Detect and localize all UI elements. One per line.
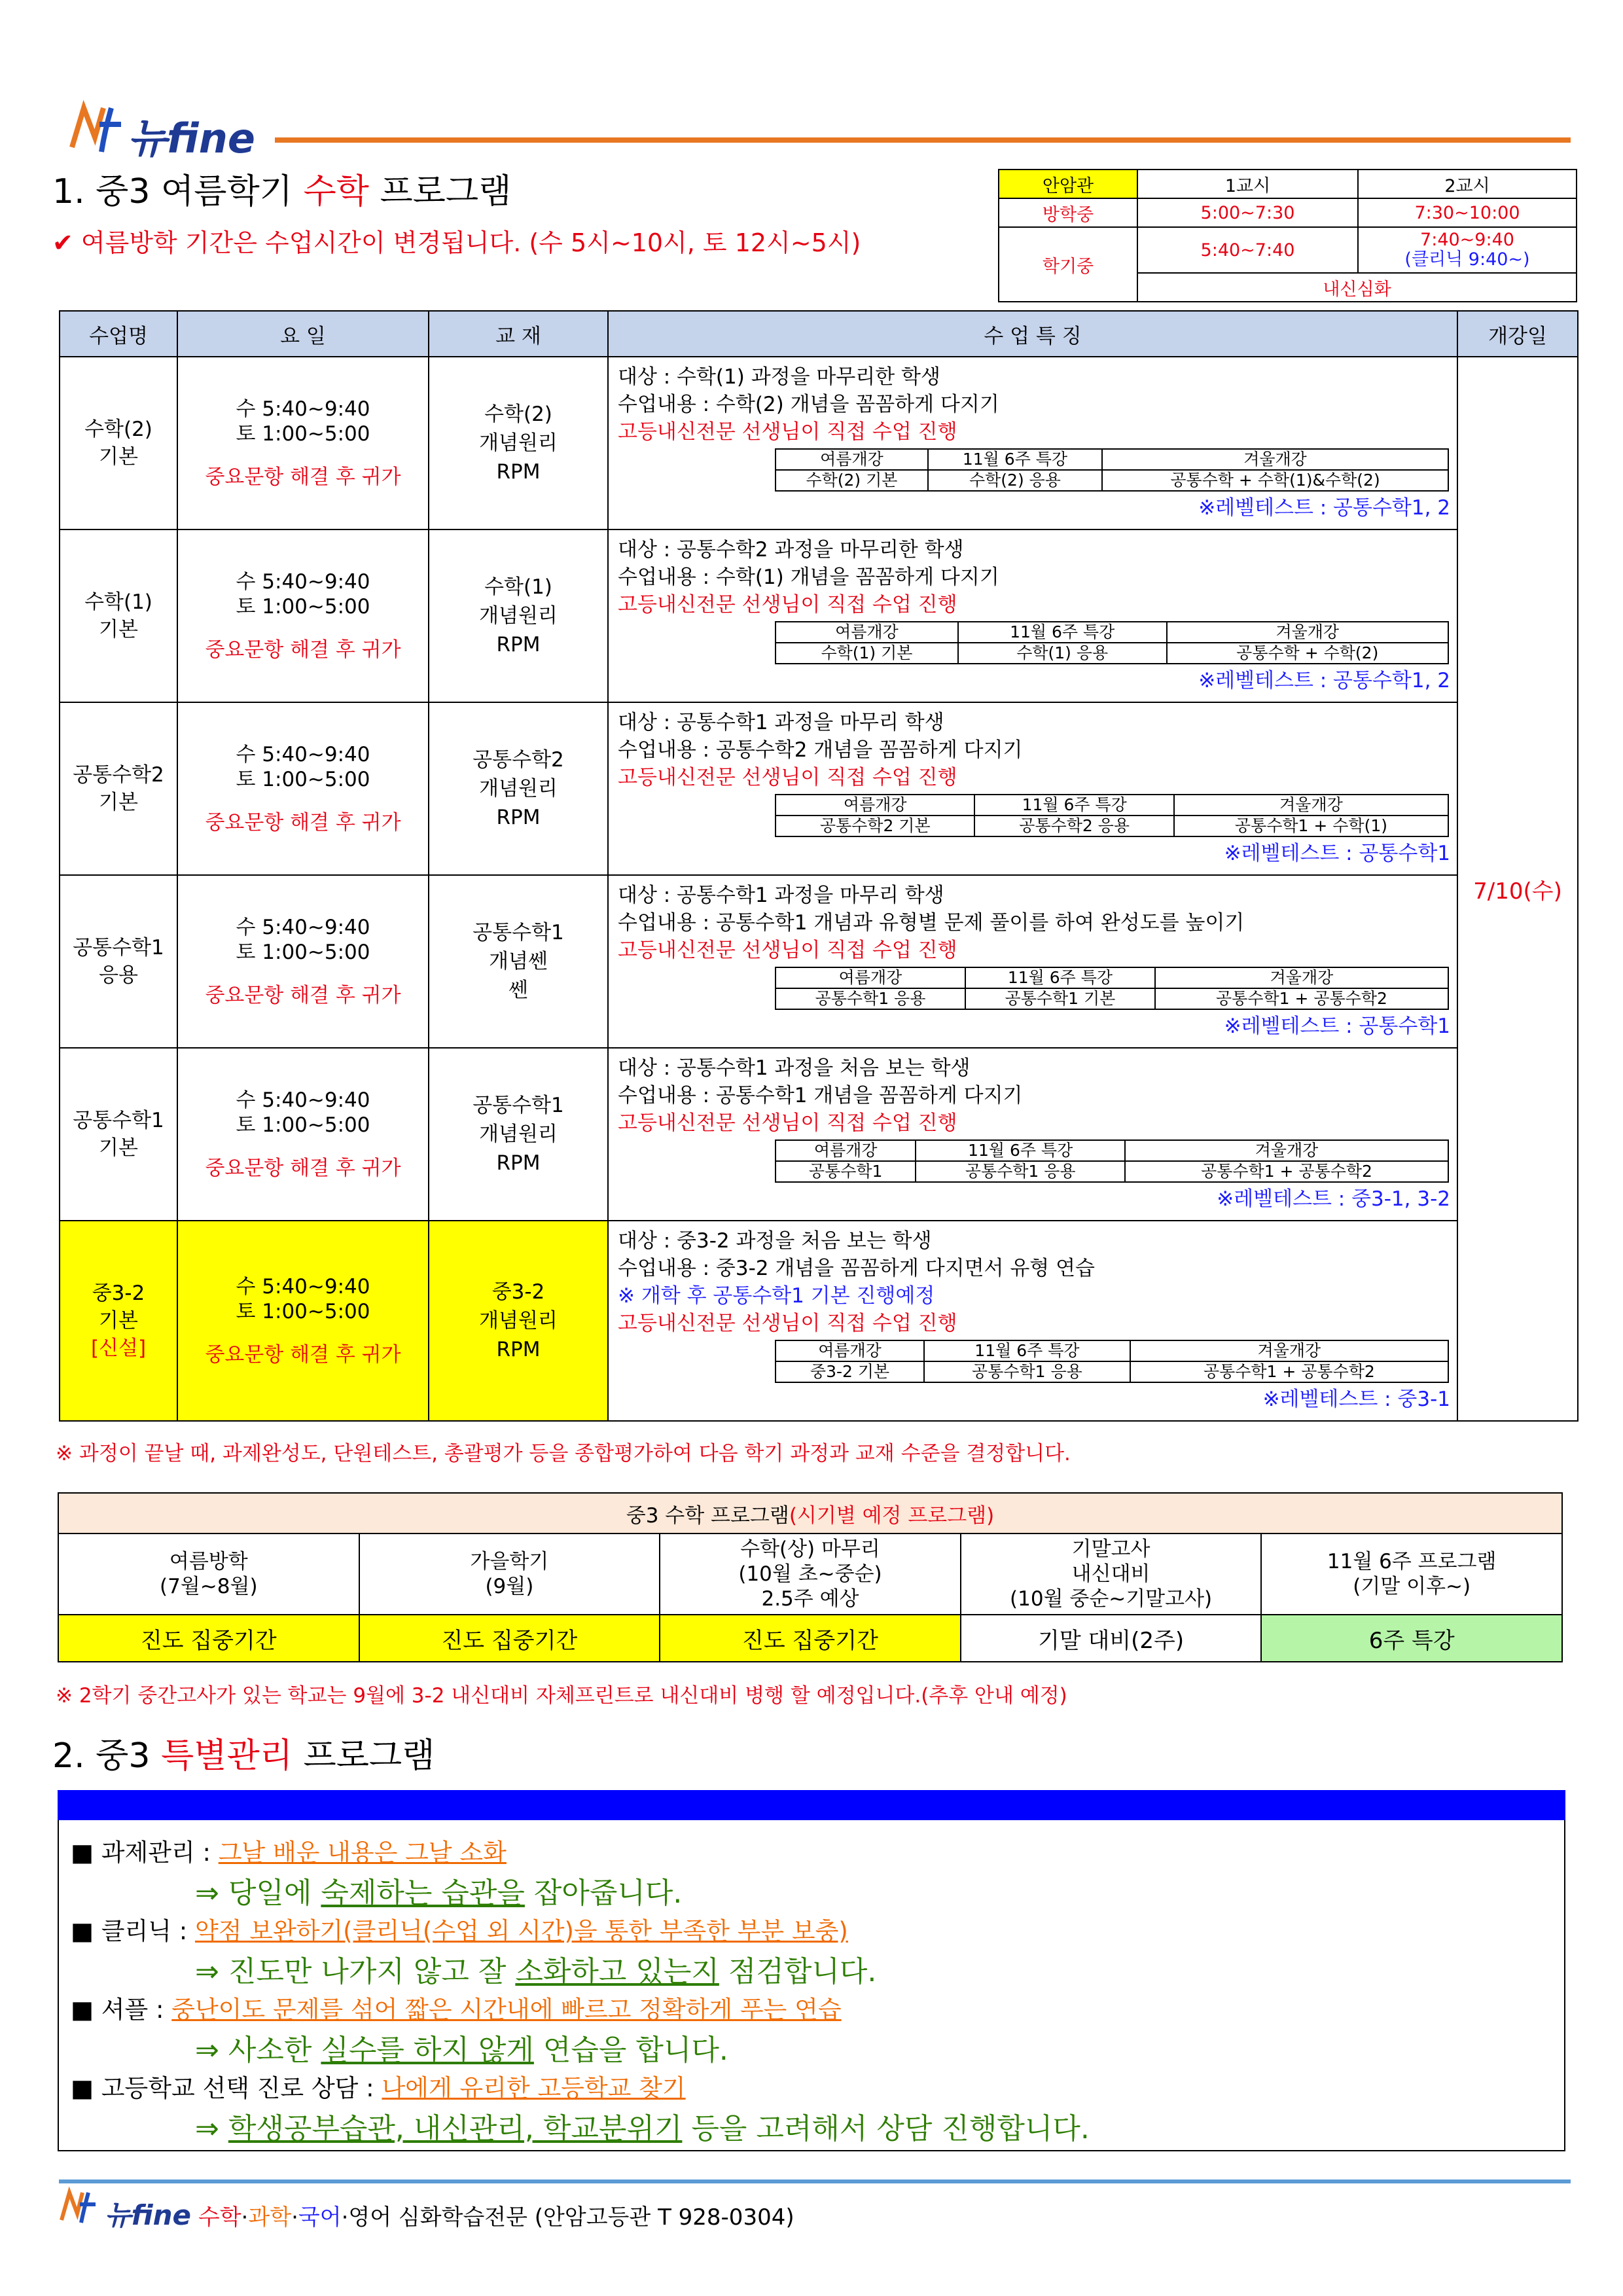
course-plan-table: 여름개강 11월 6주 특강 겨울개강 공통수학1 응용 공통수학1 기본 공통수학1 + 공통수학2 (775, 967, 1449, 1010)
course-features: 대상 : 공통수학1 과정을 마무리 학생 수업내용 : 공통수학1 개념과 유형별 문제 풀이를 하여 완성도를 높이기 고등내신전문 선생님이 직접 수업 진행 여름개강 11월 6주 특강 겨울개강 공통수학1 응용 공통수학1 기본 공통수학1 + 공통수학2 ※레벨테스트 : 공통수학1 (608, 875, 1457, 1048)
course-book: 공통수학2 개념원리 RPM (429, 702, 608, 875)
course-name: 수학(2) 기본 (60, 357, 177, 529)
course-days: 수 5:40~9:40 토 1:00~5:00 중요문항 해결 후 귀가 (177, 875, 429, 1048)
footer-text: 뉴fine 수학·과학·국어·영어 심화학습전문 (안암고등관 T 928-0304) (105, 2199, 794, 2231)
program-row (60, 357, 1578, 529)
logo-text: 뉴fine (128, 115, 255, 162)
course-book: 공통수학1 개념쎈 쎈 (429, 875, 608, 1048)
level-test: ※레벨테스트 : 공통수학1, 2 (1198, 669, 1450, 692)
level-test: ※레벨테스트 : 공통수학1 (1224, 842, 1450, 865)
program-row (60, 1048, 1578, 1221)
course-book: 수학(1) 개념원리 RPM (429, 529, 608, 702)
course-days: 수 5:40~9:40 토 1:00~5:00 중요문항 해결 후 귀가 (177, 1048, 429, 1221)
section2-title: 2. 중3 특별관리 프로그램 (52, 1736, 435, 1776)
brand-logo (65, 98, 275, 162)
course-name: 수학(1) 기본 (60, 529, 177, 702)
course-book: 공통수학1 개념원리 RPM (429, 1048, 608, 1221)
special-item: ■ 셔플 : 중난이도 문제를 섞어 짧은 시간내에 빠르고 정확하게 푸는 연습 ⇒ 사소한 실수를 하지 않게 연습을 합니다. (71, 1996, 842, 2067)
footer-logo-mark (58, 2186, 105, 2225)
course-name: 공통수학1 응용 (60, 875, 177, 1048)
course-book: 수학(2) 개념원리 RPM (429, 357, 608, 529)
schedule-table: 안암관 1교시 2교시 방학중 5:00~7:30 7:30~10:00 학기중 5:40~7:40 7:40~9:40 (클리닉 9:40~) 내신심화 (998, 169, 1577, 302)
vacation-notice: ✔ 여름방학 기간은 수업시간이 변경됩니다. (수 5시~10시, 토 12시~5시) (52, 228, 861, 257)
special-item: ■ 과제관리 : 그날 배운 내용은 그날 소화 ⇒ 당일에 숙제하는 습관을 잡아줍니다. (71, 1839, 683, 1910)
course-name: 공통수학1 기본 (60, 1048, 177, 1221)
course-features: 대상 : 중3-2 과정을 처음 보는 학생 수업내용 : 중3-2 개념을 꼼꼼하게 다지면서 유형 연습 ※ 개학 후 공통수학1 기본 진행예정 고등내신전문 선생님이 직접 수업 진행 여름개강 11월 6주 특강 겨울개강 중3-2 기본 공통수학1 응용 공통수학1 + 공통수학2 ※레벨테스트 : 중3-1 (608, 1221, 1457, 1421)
level-test: ※레벨테스트 : 중3-1 (1262, 1388, 1450, 1411)
header-rule (275, 137, 1571, 143)
course-features: 대상 : 수학(1) 과정을 마무리한 학생 수업내용 : 수학(2) 개념을 꼼꼼하게 다지기 고등내신전문 선생님이 직접 수업 진행 여름개강 11월 6주 특강 겨울개강 수학(2) 기본 수학(2) 응용 공통수학 + 수학(1)&수학(2) ※레벨테스트 : 공통수학1, 2 (608, 357, 1457, 529)
level-test: ※레벨테스트 : 공통수학1, 2 (1198, 496, 1450, 520)
course-plan-table: 여름개강 11월 6주 특강 겨울개강 중3-2 기본 공통수학1 응용 공통수학1 + 공통수학2 (775, 1340, 1449, 1383)
course-plan-table: 여름개강 11월 6주 특강 겨울개강 공통수학1 공통수학1 응용 공통수학1 + 공통수학2 (775, 1139, 1449, 1183)
program-row (60, 1221, 1578, 1421)
course-days: 수 5:40~9:40 토 1:00~5:00 중요문항 해결 후 귀가 (177, 357, 429, 529)
section1-title: 1. 중3 여름학기 수학 프로그램 (52, 172, 512, 211)
course-name: 공통수학2 기본 (60, 702, 177, 875)
course-days: 수 5:40~9:40 토 1:00~5:00 중요문항 해결 후 귀가 (177, 529, 429, 702)
midterm-footnote: ※ 2학기 중간고사가 있는 학교는 9월에 3-2 내신대비 자체프린트로 내신대비 병행 할 예정입니다.(추후 안내 예정) (56, 1684, 1067, 1708)
course-name: 중3-2 기본 [신설] (60, 1221, 177, 1421)
period-table: 중3 수학 프로그램(시기별 예정 프로그램) 여름방학 (7월~8월) 가을학기 (9월) 수학(상) 마무리 (10월 초~중순) 2.5주 예상 기말고사 내신대비 (10월 중순~기말고사) 11월 6주 프로그램 (기말 이후~) 진도 집중기간 진도 집중기간 진도 집중기간 기말 대비(2주) 6주 특강 (58, 1492, 1563, 1662)
special-item: ■ 고등학교 선택 진로 상담 : 나에게 유리한 고등학교 찾기 ⇒ 학생공부습관, 내신관리, 학교분위기 등을 고려해서 상담 진행합니다. (71, 2074, 1090, 2145)
course-features: 대상 : 공통수학1 과정을 처음 보는 학생 수업내용 : 공통수학1 개념을 꼼꼼하게 다지기 고등내신전문 선생님이 직접 수업 진행 여름개강 11월 6주 특강 겨울개강 공통수학1 공통수학1 응용 공통수학1 + 공통수학2 ※레벨테스트 : 중3-1, 3-2 (608, 1048, 1457, 1221)
evaluation-footnote: ※ 과정이 끝날 때, 과제완성도, 단원테스트, 총괄평가 등을 종합평가하여 다음 학기 과정과 교재 수준을 결정합니다. (56, 1442, 1071, 1465)
course-days: 수 5:40~9:40 토 1:00~5:00 중요문항 해결 후 귀가 (177, 1221, 429, 1421)
course-days: 수 5:40~9:40 토 1:00~5:00 중요문항 해결 후 귀가 (177, 702, 429, 875)
branch-cell: 안암관 (999, 170, 1137, 198)
course-features: 대상 : 공통수학2 과정을 마무리한 학생 수업내용 : 수학(1) 개념을 꼼꼼하게 다지기 고등내신전문 선생님이 직접 수업 진행 여름개강 11월 6주 특강 겨울개강 수학(1) 기본 수학(1) 응용 공통수학 + 수학(2) ※레벨테스트 : 공통수학1, 2 (608, 529, 1457, 702)
program-row (60, 529, 1578, 702)
course-features: 대상 : 공통수학1 과정을 마무리 학생 수업내용 : 공통수학2 개념을 꼼꼼하게 다지기 고등내신전문 선생님이 직접 수업 진행 여름개강 11월 6주 특강 겨울개강 공통수학2 기본 공통수학2 응용 공통수학1 + 수학(1) ※레벨테스트 : 공통수학1 (608, 702, 1457, 875)
level-test: ※레벨테스트 : 공통수학1 (1224, 1014, 1450, 1038)
period-title: 중3 수학 프로그램(시기별 예정 프로그램) (58, 1493, 1562, 1534)
course-book: 중3-2 개념원리 RPM (429, 1221, 608, 1421)
course-plan-table: 여름개강 11월 6주 특강 겨울개강 수학(2) 기본 수학(2) 응용 공통수학 + 수학(1)&수학(2) (775, 448, 1449, 492)
program-table: 수업명 요 일 교 재 수 업 특 징 개강일 수학(2) 기본 수 5:40~9:40 토 1:00~5:00 중요문항 해결 후 귀가 수학(2) 개념원리 RPM 대상 : 수학(1) 과정을 마무리한 학생 수업내용 : 수학(2) 개념을 꼼꼼하게 다지기 고등내신전문 선생님이 직접 수업 진행 여름개강 11월 6주 특강 겨울개강 수학(2) 기본 수학(2) 응용 공통수학 + 수학(1)&수학(2) ※레벨테스트 : 공통수학1, 2 7/10(수) 수학(1) 기본 수 5:40~9:40 토 1:00~5:00 중요문항 해결 후 귀가 수학(1) 개념원리 RPM 대상 : 공통수학2 과정을 마무리한 학생 수업내용 : 수학(1) 개념을 꼼꼼하게 다지기 고등내신전문 선생님이 직접 수업 진행 여름개강 11월 6주 특강 겨울개강 수학(1) 기본 수학(1) 응용 공통수학 + 수학(2) ※레벨테스트 : 공통수학1, 2 공통수학2 기본 수 5:40~9:40 토 1:00~5:00 중요문항 해결 후 귀가 공통수학2 개념원리 RPM 대상 : 공통수학1 과정을 마무리 학생 수업내용 : 공통수학2 개념을 꼼꼼하게 다지기 고등내신전문 선생님이 직접 수업 진행 여름개강 11월 6주 특강 겨울개강 공통수학2 기본 공통수학2 응용 공통수학1 + 수학(1) ※레벨테스트 : 공통수학1 공통수학1 응용 수 5:40~9:40 토 1:00~5:00 중요문항 해결 후 귀가 공통수학1 개념쎈 쎈 대상 : 공통수학1 과정을 마무리 학생 수업내용 : 공통수학1 개념과 유형별 문제 풀이를 하여 완성도를 높이기 고등내신전문 선생님이 직접 수업 진행 여름개강 11월 6주 특강 겨울개강 공통수학1 응용 공통수학1 기본 공통수학1 + 공통수학2 ※레벨테스트 : 공통수학1 공통수학1 기본 수 5:40~9:40 토 1:00~5:00 중요문항 해결 후 귀가 공통수학1 개념원리 RPM 대상 : 공통수학1 과정을 처음 보는 학생 수업내용 : 공통수학1 개념을 꼼꼼하게 다지기 고등내신전문 선생님이 직접 수업 진행 여름개강 11월 6주 특강 겨울개강 공통수학1 공통수학1 응용 공통수학1 + 공통수학2 ※레벨테스트 : 중3-1, 3-2 중3-2 기본 [신설] 수 5:40~9:40 토 1:00~5:00 중요문항 해결 후 귀가 중3-2 개념원리 RPM 대상 : 중3-2 과정을 처음 보는 학생 수업내용 : 중3-2 개념을 꼼꼼하게 다지면서 유형 연습 ※ 개학 후 공통수학1 기본 진행예정 고등내신전문 선생님이 직접 수업 진행 여름개강 11월 6주 특강 겨울개강 중3-2 기본 공통수학1 응용 공통수학1 + 공통수학2 ※레벨테스트 : 중3-1 (59, 310, 1578, 1422)
level-test: ※레벨테스트 : 중3-1, 3-2 (1217, 1187, 1450, 1211)
special-header-bar (58, 1790, 1565, 1820)
footer-rule (59, 2179, 1571, 2183)
program-row (60, 702, 1578, 875)
course-plan-table: 여름개강 11월 6주 특강 겨울개강 공통수학2 기본 공통수학2 응용 공통수학1 + 수학(1) (775, 794, 1449, 837)
special-item: ■ 클리닉 : 약점 보완하기(클리닉(수업 외 시간)을 통한 부족한 부분 보충) ⇒ 진도만 나가지 않고 잘 소화하고 있는지 점검합니다. (71, 1917, 877, 1988)
program-row (60, 875, 1578, 1048)
course-plan-table: 여름개강 11월 6주 특강 겨울개강 수학(1) 기본 수학(1) 응용 공통수학 + 수학(2) (775, 621, 1449, 664)
open-date: 7/10(수) (1457, 357, 1578, 1421)
